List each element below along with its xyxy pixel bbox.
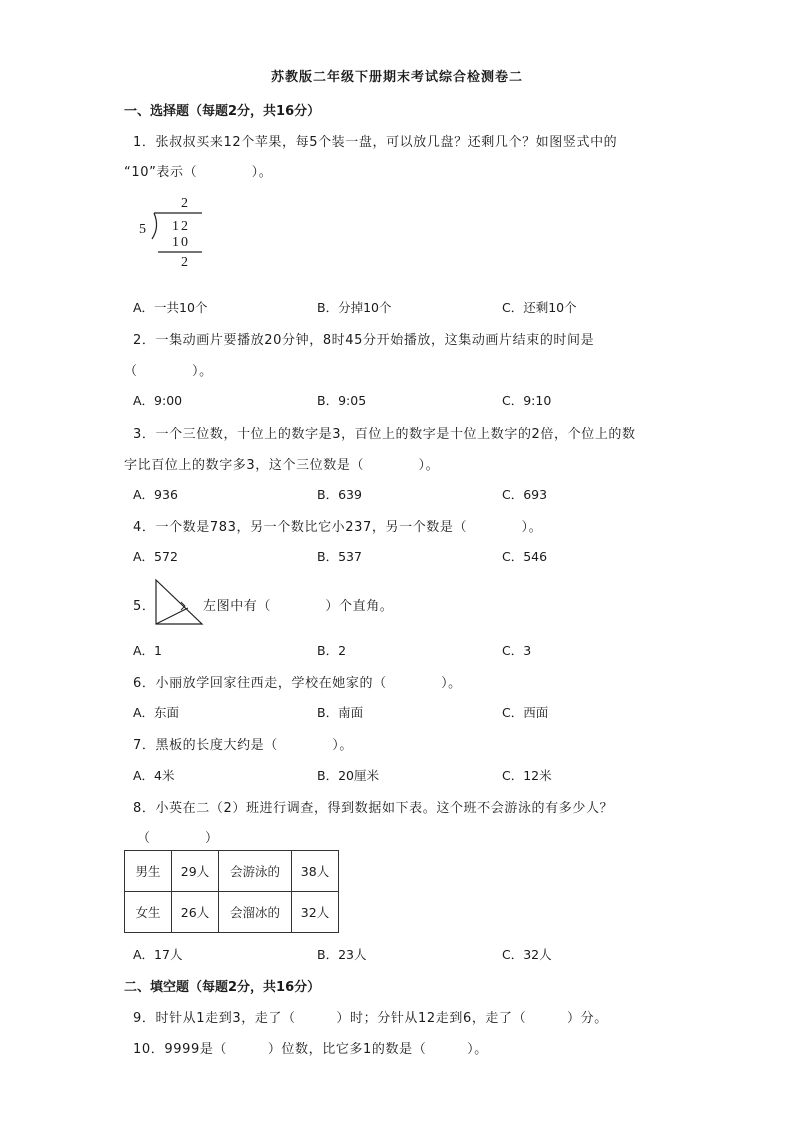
table-cell: 32人: [292, 892, 339, 933]
table-cell: 26人: [172, 892, 219, 933]
question-6-text: 6．小丽放学回家往西走，学校在她家的（ ）。: [133, 676, 462, 691]
survey-table: [124, 850, 339, 933]
q8-option-c[interactable]: C．32人: [502, 947, 552, 962]
q2-option-c[interactable]: C．9:10: [502, 393, 552, 408]
q6-option-a[interactable]: A．东面: [133, 705, 180, 720]
q5-option-c[interactable]: C．3: [502, 643, 532, 658]
q6-option-b[interactable]: B．南面: [317, 705, 364, 720]
question-5-text: 左图中有（ ）个直角。: [203, 599, 394, 614]
question-3-text: 3．一个三位数，十位上的数字是3，百位上的数字是十位上数字的2倍，个位上的数: [133, 427, 636, 442]
q1-option-b[interactable]: B．分掉10个: [317, 300, 392, 315]
division-divisor: 5: [139, 222, 146, 237]
q5-option-b[interactable]: B．2: [317, 643, 347, 658]
question-8-text: 8．小英在二（2）班进行调查，得到数据如下表。这个班不会游泳的有多少人？: [133, 801, 614, 816]
question-3-text-2: 字比百位上的数字多3，这个三位数是（ ）。: [124, 458, 440, 473]
question-10-text: 10．9999是（ ）位数，比它多1的数是（ ）。: [133, 1042, 488, 1057]
table-row: [125, 851, 339, 892]
q3-option-b[interactable]: B．639: [317, 487, 362, 502]
q3-option-c[interactable]: C．693: [502, 487, 548, 502]
section-1-header: 一、选择题（每题2分，共16分）: [124, 104, 321, 119]
q1-option-a[interactable]: A．一共10个: [133, 300, 208, 315]
page-title: 苏教版二年级下册期末考试综合检测卷二: [270, 70, 523, 85]
table-cell: 38人: [292, 851, 339, 892]
q6-option-c[interactable]: C．西面: [502, 705, 549, 720]
table-cell: 女生: [125, 892, 172, 933]
question-2-text: 2．一集动画片要播放20分钟，8时45分开始播放，这集动画片结束的时间是: [133, 333, 595, 348]
q2-option-b[interactable]: B．9:05: [317, 393, 367, 408]
question-4-text: 4．一个数是783，另一个数比它小237，另一个数是（ ）。: [133, 520, 543, 535]
q3-option-a[interactable]: A．936: [133, 487, 178, 502]
question-8-text-2: （ ）: [137, 831, 219, 846]
division-product: 10: [172, 235, 190, 250]
q4-option-a[interactable]: A．572: [133, 549, 178, 564]
table-row: [125, 892, 339, 933]
question-7-text: 7．黑板的长度大约是（ ）。: [133, 738, 353, 753]
question-5-number: 5．: [133, 599, 156, 614]
section-2-header: 二、填空题（每题2分，共16分）: [124, 980, 321, 995]
q8-option-a[interactable]: A．17人: [133, 947, 183, 962]
q5-option-a[interactable]: A．1: [133, 643, 163, 658]
division-remainder: 2: [181, 255, 188, 270]
q2-option-a[interactable]: A．9:00: [133, 393, 183, 408]
table-cell: 29人: [172, 851, 219, 892]
division-dividend: 12: [172, 219, 190, 234]
question-2-text-2: （ ）。: [124, 364, 213, 379]
q8-option-b[interactable]: B．23人: [317, 947, 367, 962]
question-1-text-2: “10”表示（ ）。: [124, 165, 273, 180]
table-cell: 男生: [125, 851, 172, 892]
table-cell: 会游泳的: [219, 851, 292, 892]
q7-option-a[interactable]: A．4米: [133, 768, 175, 783]
division-quotient: 2: [181, 196, 188, 211]
table-cell: 会溜冰的: [219, 892, 292, 933]
question-9-text: 9．时针从1走到3，走了（ ）时；分针从12走到6，走了（ ）分。: [133, 1011, 608, 1026]
q4-option-b[interactable]: B．537: [317, 549, 362, 564]
triangle-figure: [154, 578, 206, 628]
q1-option-c[interactable]: C．还剩10个: [502, 300, 577, 315]
q4-option-c[interactable]: C．546: [502, 549, 548, 564]
question-1-text: 1．张叔叔买来12个苹果，每5个装一盘，可以放几盘？还剩几个？如图竖式中的: [133, 135, 618, 150]
q7-option-b[interactable]: B．20厘米: [317, 768, 379, 783]
q7-option-c[interactable]: C．12米: [502, 768, 552, 783]
